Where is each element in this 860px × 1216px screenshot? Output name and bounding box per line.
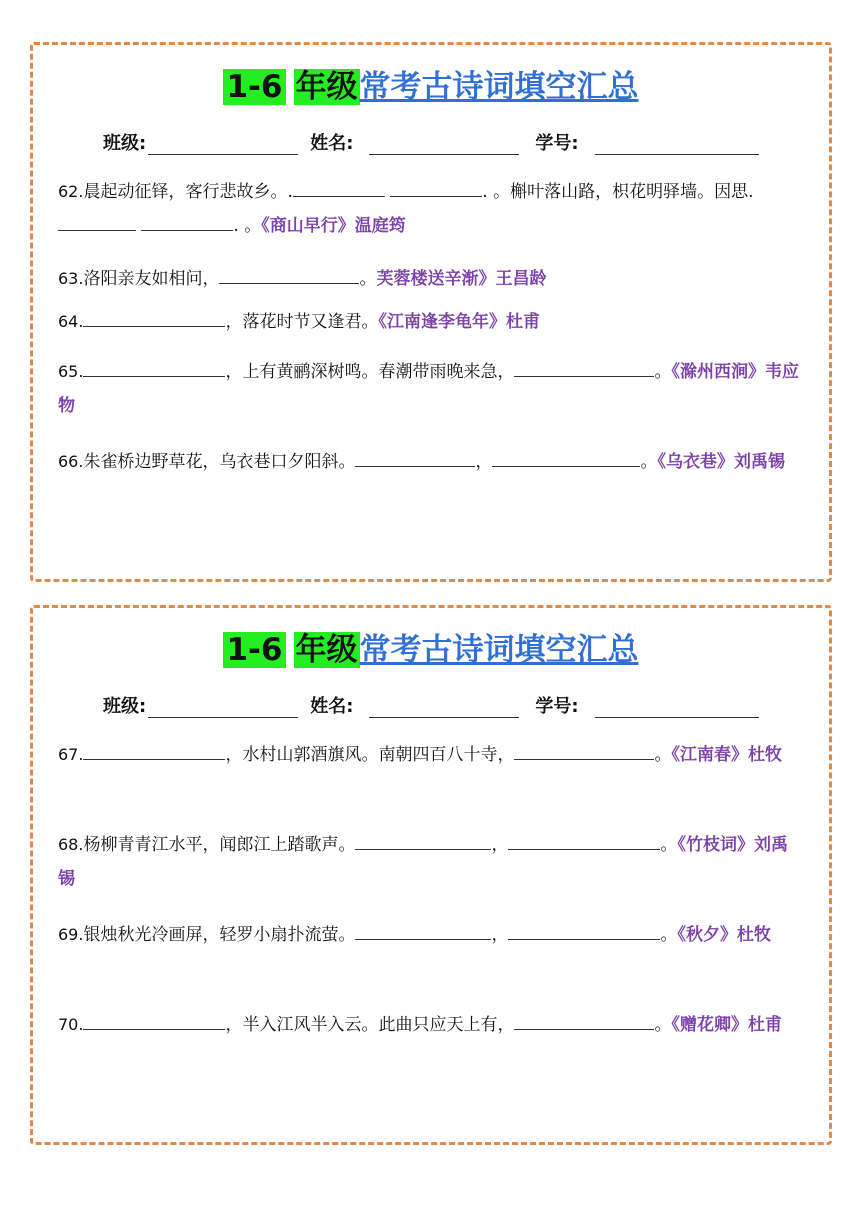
question-number: 65. [58,362,84,381]
poem-source: 《竹枝词》刘禹锡 [58,835,788,889]
poem-source: 《赠花卿》杜甫 [671,1015,782,1035]
name-label: 姓名: [310,133,354,154]
question-number: 70. [58,1015,84,1034]
question-text: 。 [654,362,672,382]
answer-blank[interactable] [355,831,491,850]
question-text: 。 [660,835,678,855]
student-info-row [103,129,809,155]
name-field[interactable] [369,134,519,155]
answer-blank[interactable] [390,178,482,197]
question-62 [58,175,801,243]
answer-blank[interactable] [83,741,225,760]
id-field[interactable] [595,697,759,718]
grade-word: 年级 [295,632,358,668]
question-text: 杨柳青青江水平，闻郎江上踏歌声。 [83,835,356,855]
question-number: 69. [58,925,84,944]
question-text: 朱雀桥边野草花，乌衣巷口夕阳斜。 [83,452,356,472]
question-64 [58,305,801,339]
answer-blank[interactable] [83,1011,225,1030]
question-text: . 。 [233,216,262,236]
question-67 [58,738,801,772]
answer-blank[interactable] [58,212,136,231]
answer-blank[interactable] [508,831,660,850]
answer-blank[interactable] [83,308,225,327]
worksheet-card-1 [30,42,832,582]
id-field[interactable] [595,134,759,155]
grade-range: 1-6 [223,632,285,668]
answer-blank[interactable] [508,921,660,940]
question-text: ， [491,925,509,945]
question-68 [58,828,801,896]
question-text: 晨起动征铎，客行悲故乡。. [83,182,293,202]
question-text: ， [475,452,493,472]
answer-blank[interactable] [219,265,359,284]
question-text: ，水村山郭酒旗风。南朝四百八十寺， [225,745,515,765]
student-info-row [103,692,809,718]
poem-source: 《秋夕》杜牧 [677,925,771,945]
question-70 [58,1008,801,1042]
poem-source: 《乌衣巷》刘禹锡 [657,452,785,472]
poem-source: 《滁州西涧》韦应物 [58,362,799,416]
question-text: 洛阳亲友如相问， [83,269,220,289]
class-field[interactable] [148,697,298,718]
answer-blank[interactable] [355,448,475,467]
title-text: 常考古诗词填空汇总 [359,632,639,668]
worksheet-title [33,628,829,672]
id-label: 学号: [535,133,579,154]
class-field[interactable] [148,134,298,155]
question-69 [58,918,801,952]
answer-blank[interactable] [83,358,225,377]
name-field[interactable] [369,697,519,718]
answer-blank[interactable] [293,178,385,197]
worksheet-title [33,65,829,109]
grade-range: 1-6 [223,69,285,105]
question-63 [58,262,801,296]
question-number: 67. [58,745,84,764]
answer-blank[interactable] [141,212,233,231]
question-text: 。 [640,452,658,472]
answer-blank[interactable] [514,358,654,377]
id-label: 学号: [535,696,579,717]
name-label: 姓名: [310,696,354,717]
question-text: ，半入江风半入云。此曲只应天上有， [225,1015,515,1035]
question-text: 。 [654,745,672,765]
question-text: 。 [359,269,377,289]
poem-source: 《江南春》杜牧 [671,745,782,765]
poem-source: 芙蓉楼送辛渐》王昌龄 [376,269,547,289]
answer-blank[interactable] [514,1011,654,1030]
question-number: 64. [58,312,84,331]
question-number: 62. [58,182,84,201]
answer-blank[interactable] [514,741,654,760]
question-number: 68. [58,835,84,854]
question-text: ，上有黄鹂深树鸣。春潮带雨晚来急， [225,362,515,382]
answer-blank[interactable] [355,921,491,940]
question-number: 63. [58,269,84,288]
question-text: 。 [654,1015,672,1035]
question-text: ，落花时节又逢君。 [225,312,379,332]
question-text: . 。槲叶落山路，枳花明驿墙。因思. [482,182,754,202]
question-text: 银烛秋光冷画屏，轻罗小扇扑流萤。 [83,925,356,945]
grade-word: 年级 [295,69,358,105]
question-66 [58,445,801,479]
question-65 [58,355,801,423]
question-number: 66. [58,452,84,471]
worksheet-card-2 [30,605,832,1145]
poem-source: 《江南逢李龟年》杜甫 [378,312,540,332]
answer-blank[interactable] [492,448,640,467]
question-text: 。 [660,925,678,945]
question-text: ， [491,835,509,855]
title-text: 常考古诗词填空汇总 [359,69,639,105]
class-label: 班级: [103,133,147,154]
class-label: 班级: [103,696,147,717]
poem-source: 《商山早行》温庭筠 [261,216,406,236]
